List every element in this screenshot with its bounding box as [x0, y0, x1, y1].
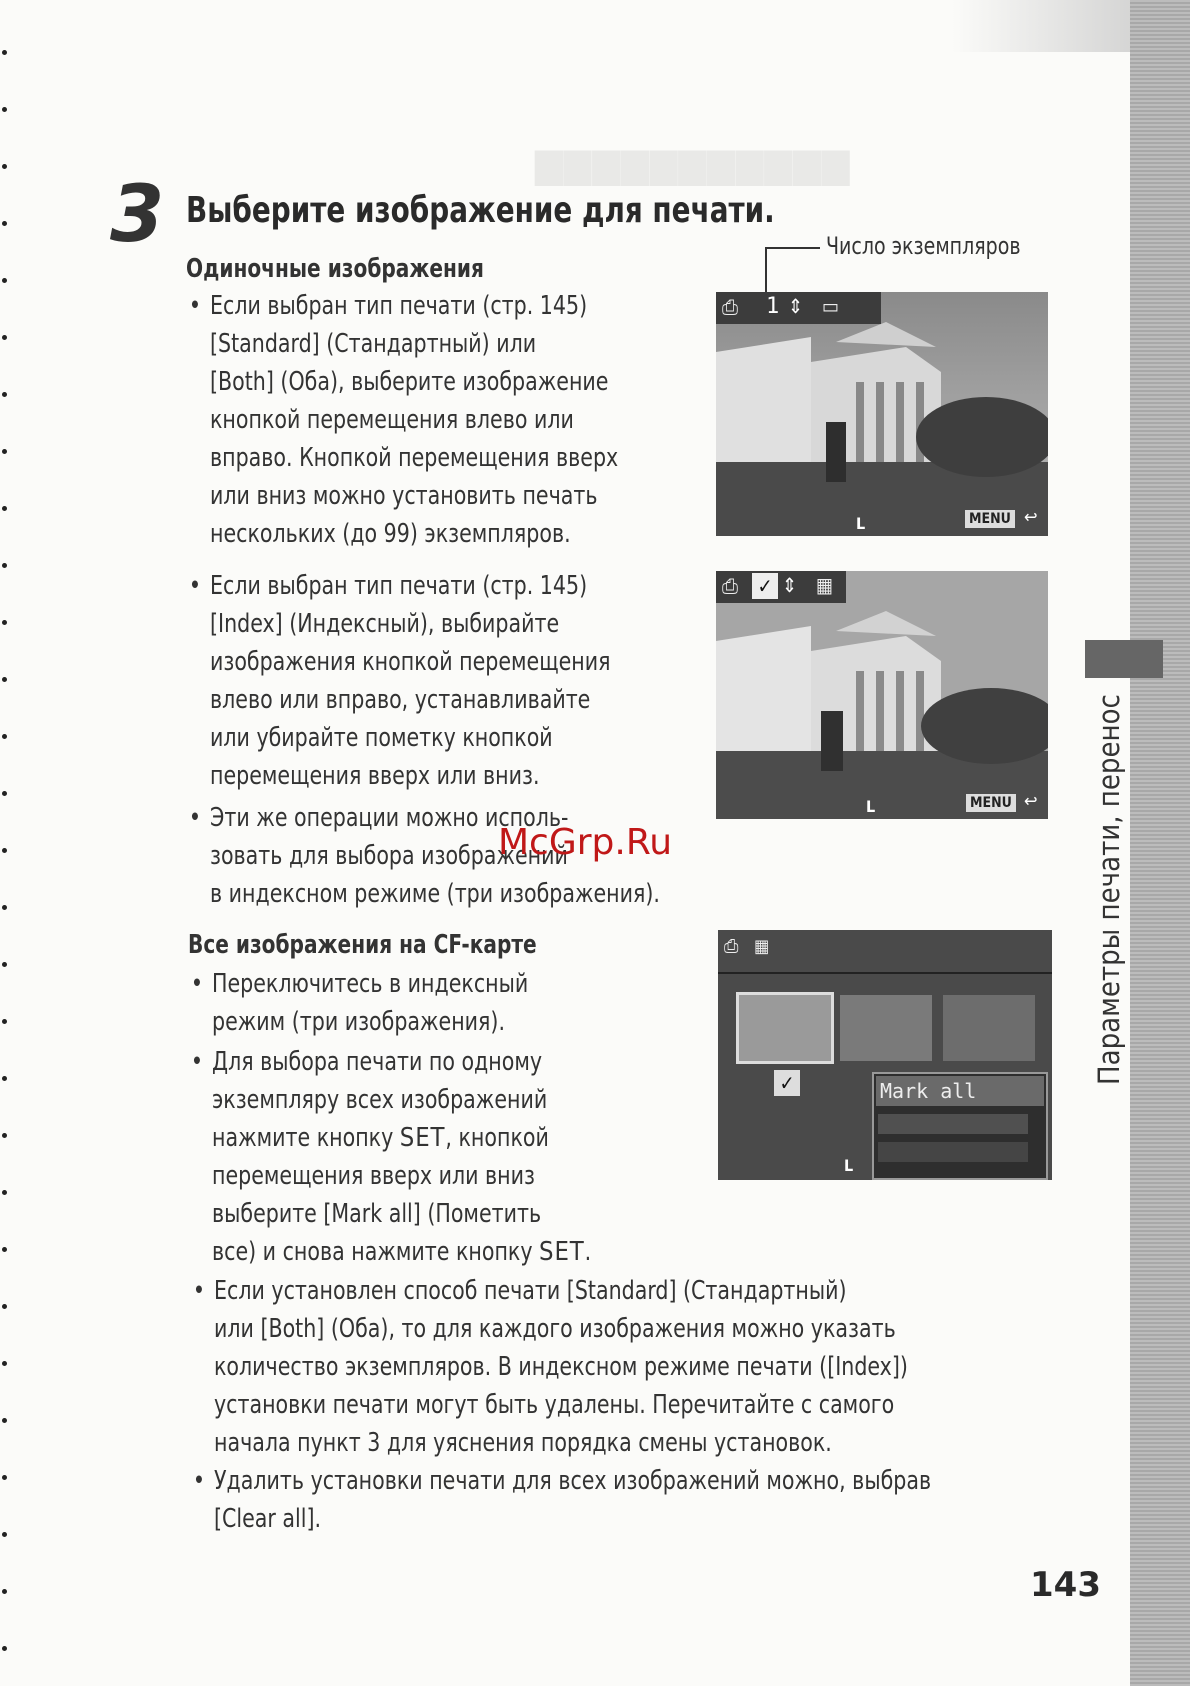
index-print-icon: ▭	[822, 294, 840, 318]
text-line: режим (три изображения).	[212, 1007, 506, 1037]
text-line: экземпляру всех изображений	[212, 1085, 548, 1115]
step-title: Выберите изображение для печати.	[186, 190, 775, 231]
text-line: [Both] (Оба), выберите изображение	[210, 367, 609, 397]
quality-indicator: L	[856, 514, 866, 533]
chapter-tab	[1085, 640, 1163, 678]
bullet-marker: •	[188, 571, 202, 601]
checkmark-box: ✓	[752, 573, 778, 599]
print-icon: ⎙	[724, 936, 739, 957]
set-key-label: SET	[539, 1237, 585, 1267]
return-icon: ↩	[1024, 507, 1038, 528]
text-line: влево или вправо, устанавливайте	[210, 685, 591, 715]
text-line	[212, 1119, 591, 1157]
binding-dot	[2, 677, 7, 682]
bleed-through-text: ▆▆▆▆▆▆▆▆▆▆▆	[535, 140, 851, 186]
scan-right-edge	[1130, 0, 1190, 1686]
callout-line-vertical	[765, 247, 767, 295]
text-line: установки печати могут быть удалены. Перечитайте с самого	[214, 1390, 895, 1420]
text-line: выберите [Mark all] (Пометить	[212, 1199, 542, 1229]
bullet-all-2	[190, 1043, 592, 1271]
menu-item-mark-all[interactable]: Mark all	[876, 1076, 1044, 1106]
bullet-marker: •	[190, 969, 204, 999]
text-line: Переключитесь в индексный	[212, 969, 529, 999]
bullet-marker: •	[188, 291, 202, 321]
text-line: в индексном режиме (три изображения).	[210, 879, 660, 909]
binding-dot	[2, 221, 7, 226]
text-line: или [Both] (Оба), то для каждого изображения можно указать	[214, 1314, 896, 1344]
binding-dot	[2, 506, 7, 511]
binding-dot	[2, 1589, 7, 1594]
bullet-all-3	[192, 1272, 908, 1462]
binding-dot	[2, 848, 7, 853]
text-line: [Clear all].	[214, 1504, 322, 1534]
binding-dot	[2, 1361, 7, 1366]
binding-dot	[2, 620, 7, 625]
thumbnail-2	[840, 995, 932, 1061]
text-fragment: , кнопкой	[445, 1123, 549, 1153]
quality-indicator: L	[844, 1156, 854, 1175]
callout-line	[765, 247, 820, 249]
binding-dot	[2, 1076, 7, 1081]
bullet-marker: •	[188, 803, 202, 833]
watermark: McGrp.Ru	[498, 822, 673, 863]
menu-badge: MENU	[965, 510, 1015, 528]
menu-item-placeholder	[878, 1114, 1028, 1134]
text-line: Если выбран тип печати (стр. 145)	[210, 291, 588, 321]
text-line: [Index] (Индексный), выбирайте	[210, 609, 560, 639]
return-icon: ↩	[1024, 791, 1038, 812]
text-line: Если выбран тип печати (стр. 145)	[210, 571, 588, 601]
index-print-icon: ▦	[754, 936, 770, 957]
binding-dot	[2, 449, 7, 454]
binding-dot	[2, 1247, 7, 1252]
building-photo	[716, 571, 1048, 819]
binding-dot	[2, 1475, 7, 1480]
section-title-all: Все изображения на CF-карте	[188, 930, 537, 960]
text-line: перемещения вверх или вниз.	[210, 761, 540, 791]
binding-dot	[2, 563, 7, 568]
text-line: или вниз можно установить печать	[210, 481, 598, 511]
menu-badge: MENU	[966, 794, 1016, 812]
binding-dot	[2, 1190, 7, 1195]
text-line: перемещения вверх или вниз	[212, 1161, 535, 1191]
camera-screen-mark-all	[718, 930, 1052, 1180]
text-line: зовать для выбора изображений	[210, 841, 568, 871]
scan-top-edge	[0, 0, 1190, 52]
bullet-single-1	[188, 287, 619, 553]
text-fragment: нажмите кнопку	[212, 1123, 400, 1153]
binding-dot	[2, 1304, 7, 1309]
text-line: нескольких (до 99) экземпляров.	[210, 519, 571, 549]
up-down-arrows-icon: ⇕	[782, 573, 798, 597]
binding-dot	[2, 734, 7, 739]
text-line: Удалить установки печати для всех изображений можно, выбрав	[214, 1466, 932, 1496]
binding-dot	[2, 1418, 7, 1423]
text-line: Если установлен способ печати [Standard] (Стандартный)	[214, 1276, 847, 1306]
page-number: 143	[1030, 1565, 1101, 1605]
copies-value: 1	[766, 294, 780, 319]
binding-dot	[2, 392, 7, 397]
text-line: изображения кнопкой перемещения	[210, 647, 611, 677]
building-photo	[716, 292, 1048, 536]
binding-dot	[2, 962, 7, 967]
set-key-label: SET	[399, 1123, 446, 1153]
binding-dot	[2, 1019, 7, 1024]
camera-screen-index	[716, 571, 1048, 819]
print-icon: ⎙	[722, 574, 738, 598]
index-print-icon: ▦	[816, 573, 834, 597]
menu-item-placeholder	[878, 1142, 1028, 1162]
text-line: [Standard] (Стандартный) или	[210, 329, 537, 359]
bullet-marker: •	[190, 1047, 204, 1077]
text-line: или убирайте пометку кнопкой	[210, 723, 553, 753]
bullet-all-4	[192, 1462, 932, 1538]
bullet-all-1	[190, 965, 529, 1041]
text-line: количество экземпляров. В индексном режиме печати ([Index])	[214, 1352, 908, 1382]
binding-dot	[2, 1646, 7, 1651]
text-line: Эти же операции можно исполь-	[210, 803, 569, 833]
binding-dot	[2, 791, 7, 796]
thumbnail-1	[736, 992, 834, 1064]
binding-dot	[2, 1532, 7, 1537]
binding-dot	[2, 335, 7, 340]
section-title-single: Одиночные изображения	[186, 254, 484, 284]
thumbnail-3	[943, 995, 1035, 1061]
chapter-side-label: Параметры печати, перенос	[1092, 694, 1126, 1085]
divider	[718, 972, 1052, 974]
callout-copies-label: Число экземпляров	[826, 232, 1021, 260]
print-icon: ⎙	[722, 295, 738, 319]
binding-dot	[2, 164, 7, 169]
binding-dot	[2, 1133, 7, 1138]
text-line: кнопкой перемещения влево или	[210, 405, 574, 435]
binding-dot	[2, 107, 7, 112]
text-fragment: .	[584, 1237, 592, 1267]
bullet-single-2	[188, 567, 611, 795]
text-line: вправо. Кнопкой перемещения вверх	[210, 443, 619, 473]
text-line: начала пункт 3 для уяснения порядка смены установок.	[214, 1428, 832, 1458]
text-line: Для выбора печати по одному	[212, 1047, 543, 1077]
camera-screen-copies	[716, 292, 1048, 536]
bullet-marker: •	[192, 1466, 206, 1496]
binding-dot	[2, 905, 7, 910]
quality-indicator: L	[866, 797, 876, 816]
step-number: 3	[110, 170, 163, 260]
binding-dot	[2, 50, 7, 55]
up-down-arrows-icon: ⇕	[788, 294, 804, 318]
text-line	[212, 1233, 591, 1271]
checkmark-box: ✓	[774, 1070, 800, 1096]
bullet-marker: •	[192, 1276, 206, 1306]
text-fragment: все) и снова нажмите кнопку	[212, 1237, 540, 1267]
binding-dot	[2, 278, 7, 283]
